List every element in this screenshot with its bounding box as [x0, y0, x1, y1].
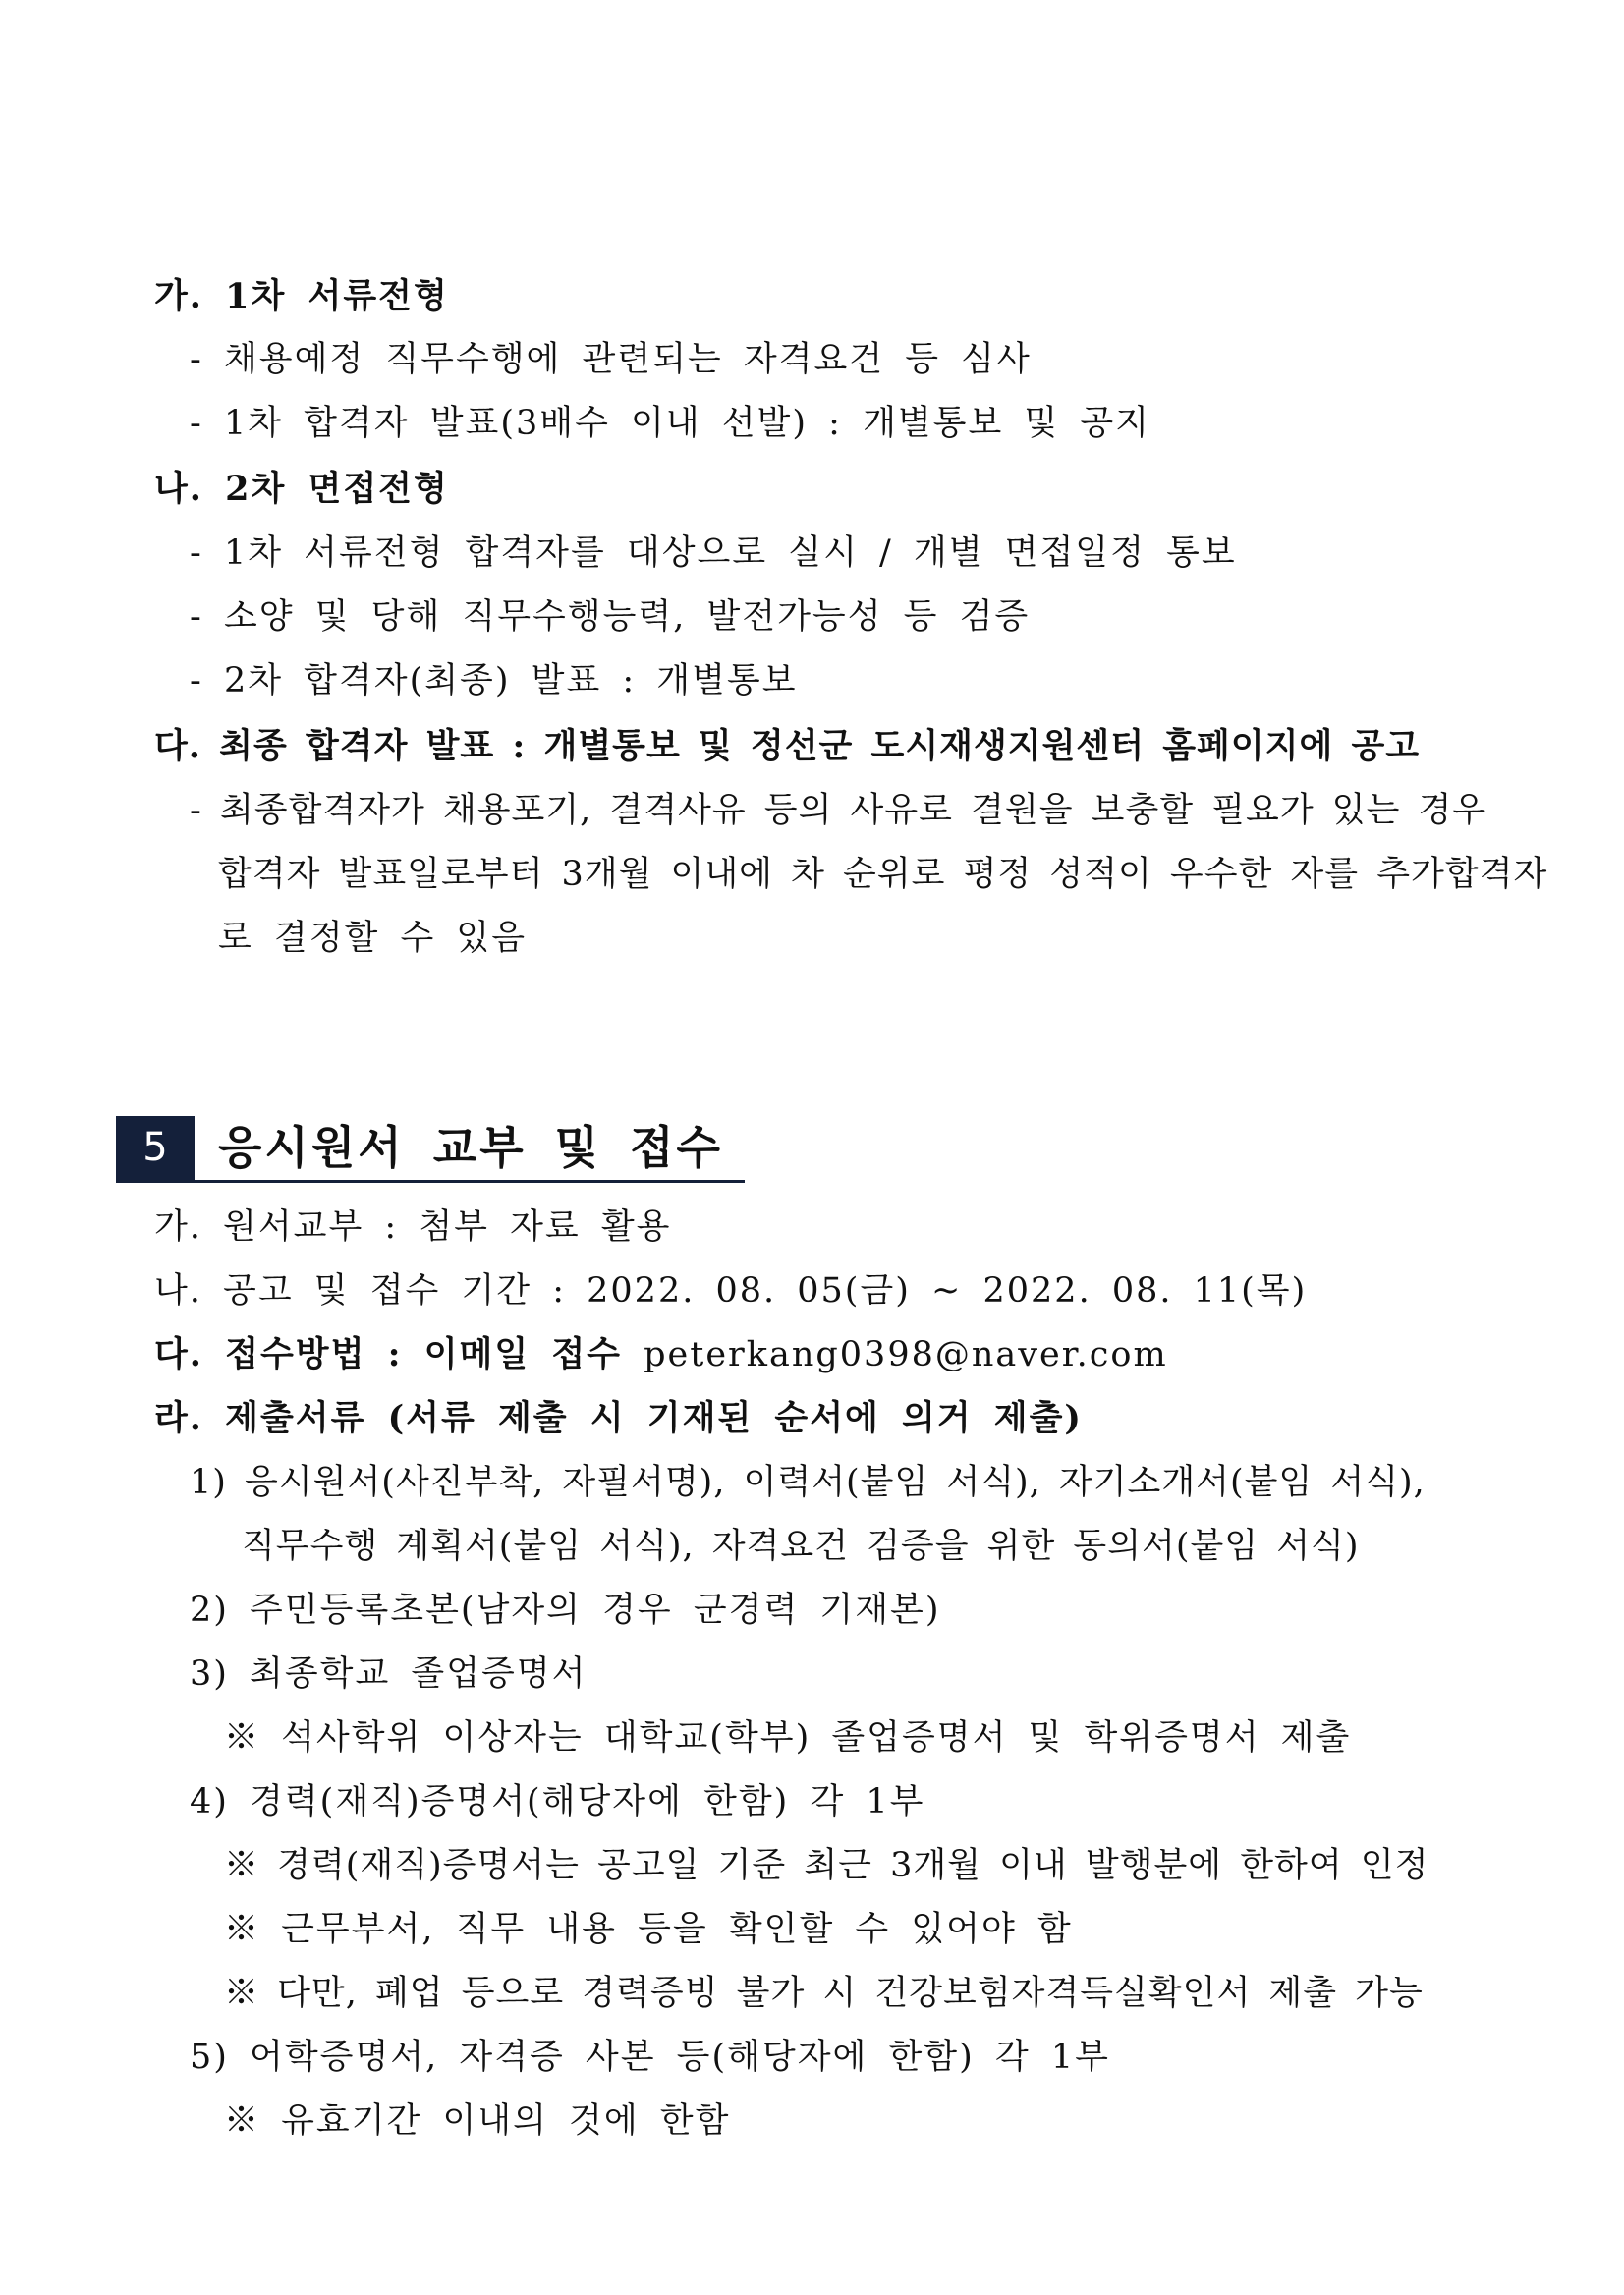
- screening-c-title: 다. 최종 합격자 발표 : 개별통보 및 정선군 도시재생지원센터 홈페이지에 공고: [154, 726, 1421, 766]
- screening-c-line: 합격자 발표일로부터 3개월 이내에 차 순위로 평정 성적이 우수한 자를 추가합격자: [218, 855, 1548, 894]
- doc-note: ※ 유효기간 이내의 것에 한함: [224, 2101, 731, 2141]
- doc-note: ※ 근무부서, 직무 내용 등을 확인할 수 있어야 함: [224, 1910, 1073, 1949]
- screening-a-title: 가. 1차 서류전형: [154, 276, 449, 316]
- screening-b-item: - 1차 서류전형 합격자를 대상으로 실시 / 개별 면접일정 통보: [190, 533, 1237, 573]
- screening-b-item: - 소양 및 당해 직무수행능력, 발전가능성 등 검증: [190, 597, 1031, 637]
- doc-item: 4) 경력(재직)증명서(해당자에 한함) 각 1부: [190, 1782, 925, 1821]
- application-distribution: 가. 원서교부 : 첨부 자료 활용: [154, 1207, 672, 1247]
- screening-b-title: 나. 2차 면접전형: [154, 469, 449, 509]
- required-docs-title: 라. 제출서류 (서류 제출 시 기재된 순서에 의거 제출): [154, 1398, 1083, 1438]
- section-underline: [116, 1180, 745, 1183]
- doc-note: ※ 다만, 폐업 등으로 경력증빙 불가 시 건강보험자격득실확인서 제출 가능: [224, 1974, 1424, 2013]
- application-method: [154, 1333, 1168, 1376]
- screening-a-item: - 1차 합격자 발표(3배수 이내 선발) : 개별통보 및 공지: [190, 404, 1150, 443]
- screening-b-item: - 2차 합격자(최종) 발표 : 개별통보: [190, 661, 798, 700]
- section-number-badge: 5: [116, 1116, 195, 1180]
- doc-item: 2) 주민등록초본(남자의 경우 군경력 기재본): [190, 1591, 941, 1630]
- doc-note: ※ 석사학위 이상자는 대학교(학부) 졸업증명서 및 학위증명서 제출: [224, 1718, 1352, 1758]
- section-title: 응시원서 교부 및 접수: [218, 1121, 723, 1174]
- doc-item: 1) 응시원서(사진부착, 자필서명), 이력서(붙임 서식), 자기소개서(붙임 서식),: [190, 1463, 1426, 1502]
- application-period: 나. 공고 및 접수 기간 : 2022. 08. 05(금) ~ 2022. 08. 11(목): [154, 1271, 1308, 1311]
- screening-c-line: - 최종합격자가 채용포기, 결격사유 등의 사유로 결원을 보충할 필요가 있는 경우: [190, 791, 1487, 830]
- doc-item: 3) 최종학교 졸업증명서: [190, 1654, 588, 1694]
- doc-item: 직무수행 계획서(붙임 서식), 자격요건 검증을 위한 동의서(붙임 서식): [242, 1527, 1360, 1566]
- application-method-label: 다. 접수방법 : 이메일 접수: [154, 1334, 644, 1374]
- doc-item: 5) 어학증명서, 자격증 사본 등(해당자에 한함) 각 1부: [190, 2038, 1110, 2077]
- screening-c-line: 로 결정할 수 있음: [218, 919, 528, 958]
- application-email: peterkang0398@naver.com: [644, 1335, 1168, 1374]
- screening-a-item: - 채용예정 직무수행에 관련되는 자격요건 등 심사: [190, 340, 1032, 379]
- doc-note: ※ 경력(재직)증명서는 공고일 기준 최근 3개월 이내 발행분에 한하여 인정: [224, 1846, 1429, 1885]
